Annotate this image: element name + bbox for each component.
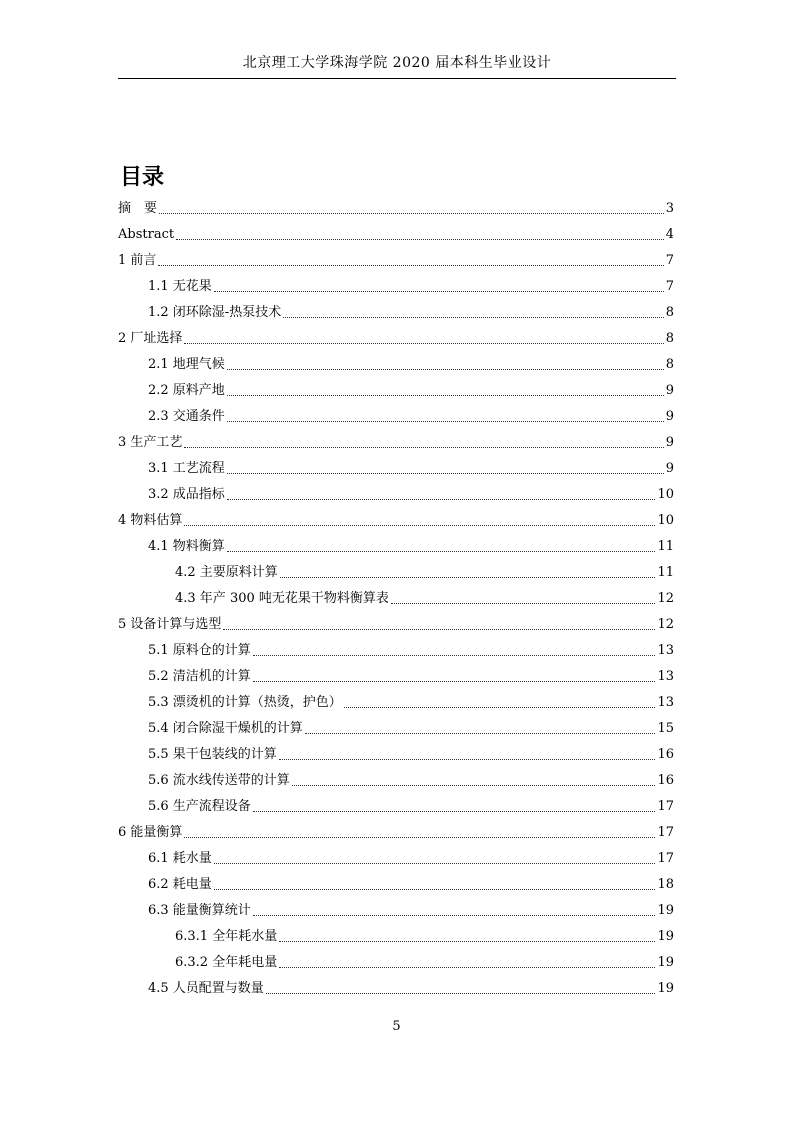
toc-entry-page: 15 <box>657 721 674 736</box>
toc-entry-label: 3 生产工艺 <box>118 435 183 450</box>
toc-entry-page: 3 <box>665 201 674 216</box>
toc-entry-label: 5.2 清洁机的计算 <box>148 669 251 684</box>
toc-entry[interactable] <box>118 742 674 768</box>
toc-entry-label: 4.1 物料衡算 <box>148 539 225 554</box>
toc-entry-page: 12 <box>657 591 674 606</box>
toc-dot-leader <box>223 629 655 630</box>
toc-dot-leader <box>184 525 655 526</box>
toc-dot-leader <box>214 889 656 890</box>
toc-dot-leader <box>184 837 655 838</box>
toc-dot-leader <box>391 603 656 604</box>
toc-entry-label: 4.3 年产 300 吨无花果干物料衡算表 <box>175 591 389 606</box>
toc-entry[interactable] <box>118 794 674 820</box>
toc-entry-label: 4.2 主要原料计算 <box>175 565 278 580</box>
toc-entry[interactable] <box>118 976 674 1002</box>
toc-dot-leader <box>253 811 656 812</box>
toc-entry-page: 16 <box>657 773 674 788</box>
toc-entry-label: 5 设备计算与选型 <box>118 617 222 632</box>
toc-entry-page: 13 <box>657 695 674 710</box>
toc-entry-label: 2.3 交通条件 <box>148 409 225 424</box>
toc-entry[interactable] <box>118 638 674 664</box>
toc-entry-label: 6.3 能量衡算统计 <box>148 903 251 918</box>
toc-entry[interactable] <box>118 274 674 300</box>
toc-entry-label: 2.2 原料产地 <box>148 383 225 398</box>
toc-dot-leader <box>214 291 664 292</box>
toc-dot-leader <box>253 681 656 682</box>
toc-entry[interactable] <box>118 612 674 638</box>
toc-dot-leader <box>279 967 655 968</box>
toc-entry-page: 16 <box>657 747 674 762</box>
toc-entry-label: 5.1 原料仓的计算 <box>148 643 251 658</box>
toc-entry[interactable] <box>118 352 674 378</box>
toc-dot-leader <box>227 395 664 396</box>
toc-entry-label: 6 能量衡算 <box>118 825 183 840</box>
toc-dot-leader <box>184 343 663 344</box>
toc-dot-leader <box>266 993 656 994</box>
toc-entry[interactable] <box>118 482 674 508</box>
toc-entry-page: 10 <box>657 487 674 502</box>
toc-entry-label: 1.2 闭环除湿-热泵技术 <box>148 305 282 320</box>
toc-entry-page: 11 <box>657 539 674 554</box>
toc-entry-label: 1 前言 <box>118 253 157 268</box>
toc-dot-leader <box>227 369 664 370</box>
toc-dot-leader <box>283 317 664 318</box>
toc-entry-page: 19 <box>657 903 674 918</box>
toc-entry-page: 8 <box>665 331 674 346</box>
toc-entry[interactable] <box>118 872 674 898</box>
toc-dot-leader <box>279 941 655 942</box>
toc-entry-page: 12 <box>657 617 674 632</box>
toc-entry-page: 4 <box>665 227 674 242</box>
toc-entry[interactable] <box>118 300 674 326</box>
toc-entry[interactable] <box>118 222 674 248</box>
toc-entry-page: 10 <box>657 513 674 528</box>
toc-dot-leader <box>253 655 656 656</box>
toc-entry[interactable] <box>118 430 674 456</box>
toc-entry-page: 17 <box>657 799 674 814</box>
toc-entry[interactable] <box>118 534 674 560</box>
toc-entry-label: Abstract <box>118 227 175 242</box>
toc-dot-leader <box>305 733 656 734</box>
toc-dot-leader <box>253 915 656 916</box>
toc-entry-page: 8 <box>665 305 674 320</box>
toc-dot-leader <box>280 577 656 578</box>
toc-entry[interactable] <box>118 664 674 690</box>
toc-entry-page: 19 <box>657 929 674 944</box>
toc-entry-label: 摘 要 <box>118 201 158 216</box>
toc-entry-page: 9 <box>665 383 674 398</box>
toc-entry-page: 17 <box>657 825 674 840</box>
toc-dot-leader <box>279 759 656 760</box>
toc-entry-label: 5.4 闭合除湿干燥机的计算 <box>148 721 303 736</box>
toc-entry-page: 19 <box>657 955 674 970</box>
toc-entry[interactable] <box>118 560 674 586</box>
toc-dot-leader <box>214 863 656 864</box>
toc-entry[interactable] <box>118 456 674 482</box>
toc-entry-page: 18 <box>657 877 674 892</box>
toc-entry[interactable] <box>118 248 674 274</box>
toc-entry-page: 11 <box>657 565 674 580</box>
toc-entry[interactable] <box>118 326 674 352</box>
toc-entry[interactable] <box>118 950 674 976</box>
toc-entry-page: 9 <box>665 409 674 424</box>
toc-entry-page: 9 <box>665 461 674 476</box>
toc-dot-leader <box>176 239 664 240</box>
toc-entry-label: 5.5 果干包装线的计算 <box>148 747 277 762</box>
toc-entry[interactable] <box>118 690 674 716</box>
toc-dot-leader <box>158 265 663 266</box>
toc-entry-label: 2 厂址选择 <box>118 331 183 346</box>
toc-entry[interactable] <box>118 768 674 794</box>
toc-entry-label: 2.1 地理气候 <box>148 357 225 372</box>
toc-entry-label: 4.5 人员配置与数量 <box>148 981 264 996</box>
toc-title: 目录 <box>120 165 165 190</box>
toc-entry-page: 17 <box>657 851 674 866</box>
toc-entry-page: 9 <box>665 435 674 450</box>
toc-entry-page: 13 <box>657 669 674 684</box>
toc-dot-leader <box>344 707 656 708</box>
toc-entry-label: 6.1 耗水量 <box>148 851 212 866</box>
toc-entry-label: 5.3 漂烫机的计算（热烫，护色） <box>148 695 342 710</box>
toc-entry-label: 3.2 成品指标 <box>148 487 225 502</box>
toc-entry-label: 4 物料估算 <box>118 513 183 528</box>
toc-entry-label: 6.3.1 全年耗水量 <box>175 929 278 944</box>
running-header: 北京理工大学珠海学院 2020 届本科生毕业设计 <box>242 55 552 71</box>
toc-dot-leader <box>227 499 656 500</box>
toc-entry-page: 13 <box>657 643 674 658</box>
toc-entry-label: 6.2 耗电量 <box>148 877 212 892</box>
toc-dot-leader <box>159 213 664 214</box>
toc-entry[interactable] <box>118 196 674 222</box>
toc-entry[interactable] <box>118 898 674 924</box>
toc-dot-leader <box>227 473 664 474</box>
toc-entry[interactable] <box>118 404 674 430</box>
toc-entry[interactable] <box>118 508 674 534</box>
toc-entry-page: 19 <box>657 981 674 996</box>
toc-entry[interactable] <box>118 586 674 612</box>
toc-entry[interactable] <box>118 846 674 872</box>
toc-entry-page: 7 <box>665 279 674 294</box>
toc-entry[interactable] <box>118 820 674 846</box>
header-rule <box>118 78 676 79</box>
toc-entry-label: 6.3.2 全年耗电量 <box>175 955 278 970</box>
toc-entry-page: 7 <box>665 253 674 268</box>
toc-entry-page: 8 <box>665 357 674 372</box>
toc-dot-leader <box>227 421 664 422</box>
toc-dot-leader <box>184 447 663 448</box>
toc-entry-label: 5.6 生产流程设备 <box>148 799 251 814</box>
toc-entry[interactable] <box>118 716 674 742</box>
toc-entry[interactable] <box>118 378 674 404</box>
toc-entry-label: 5.6 流水线传送带的计算 <box>148 773 290 788</box>
toc-entry-label: 1.1 无花果 <box>148 279 212 294</box>
page-number: 5 <box>392 1019 401 1034</box>
toc-dot-leader <box>227 551 656 552</box>
toc-entry[interactable] <box>118 924 674 950</box>
table-of-contents <box>118 196 674 1002</box>
toc-dot-leader <box>292 785 656 786</box>
toc-entry-label: 3.1 工艺流程 <box>148 461 225 476</box>
